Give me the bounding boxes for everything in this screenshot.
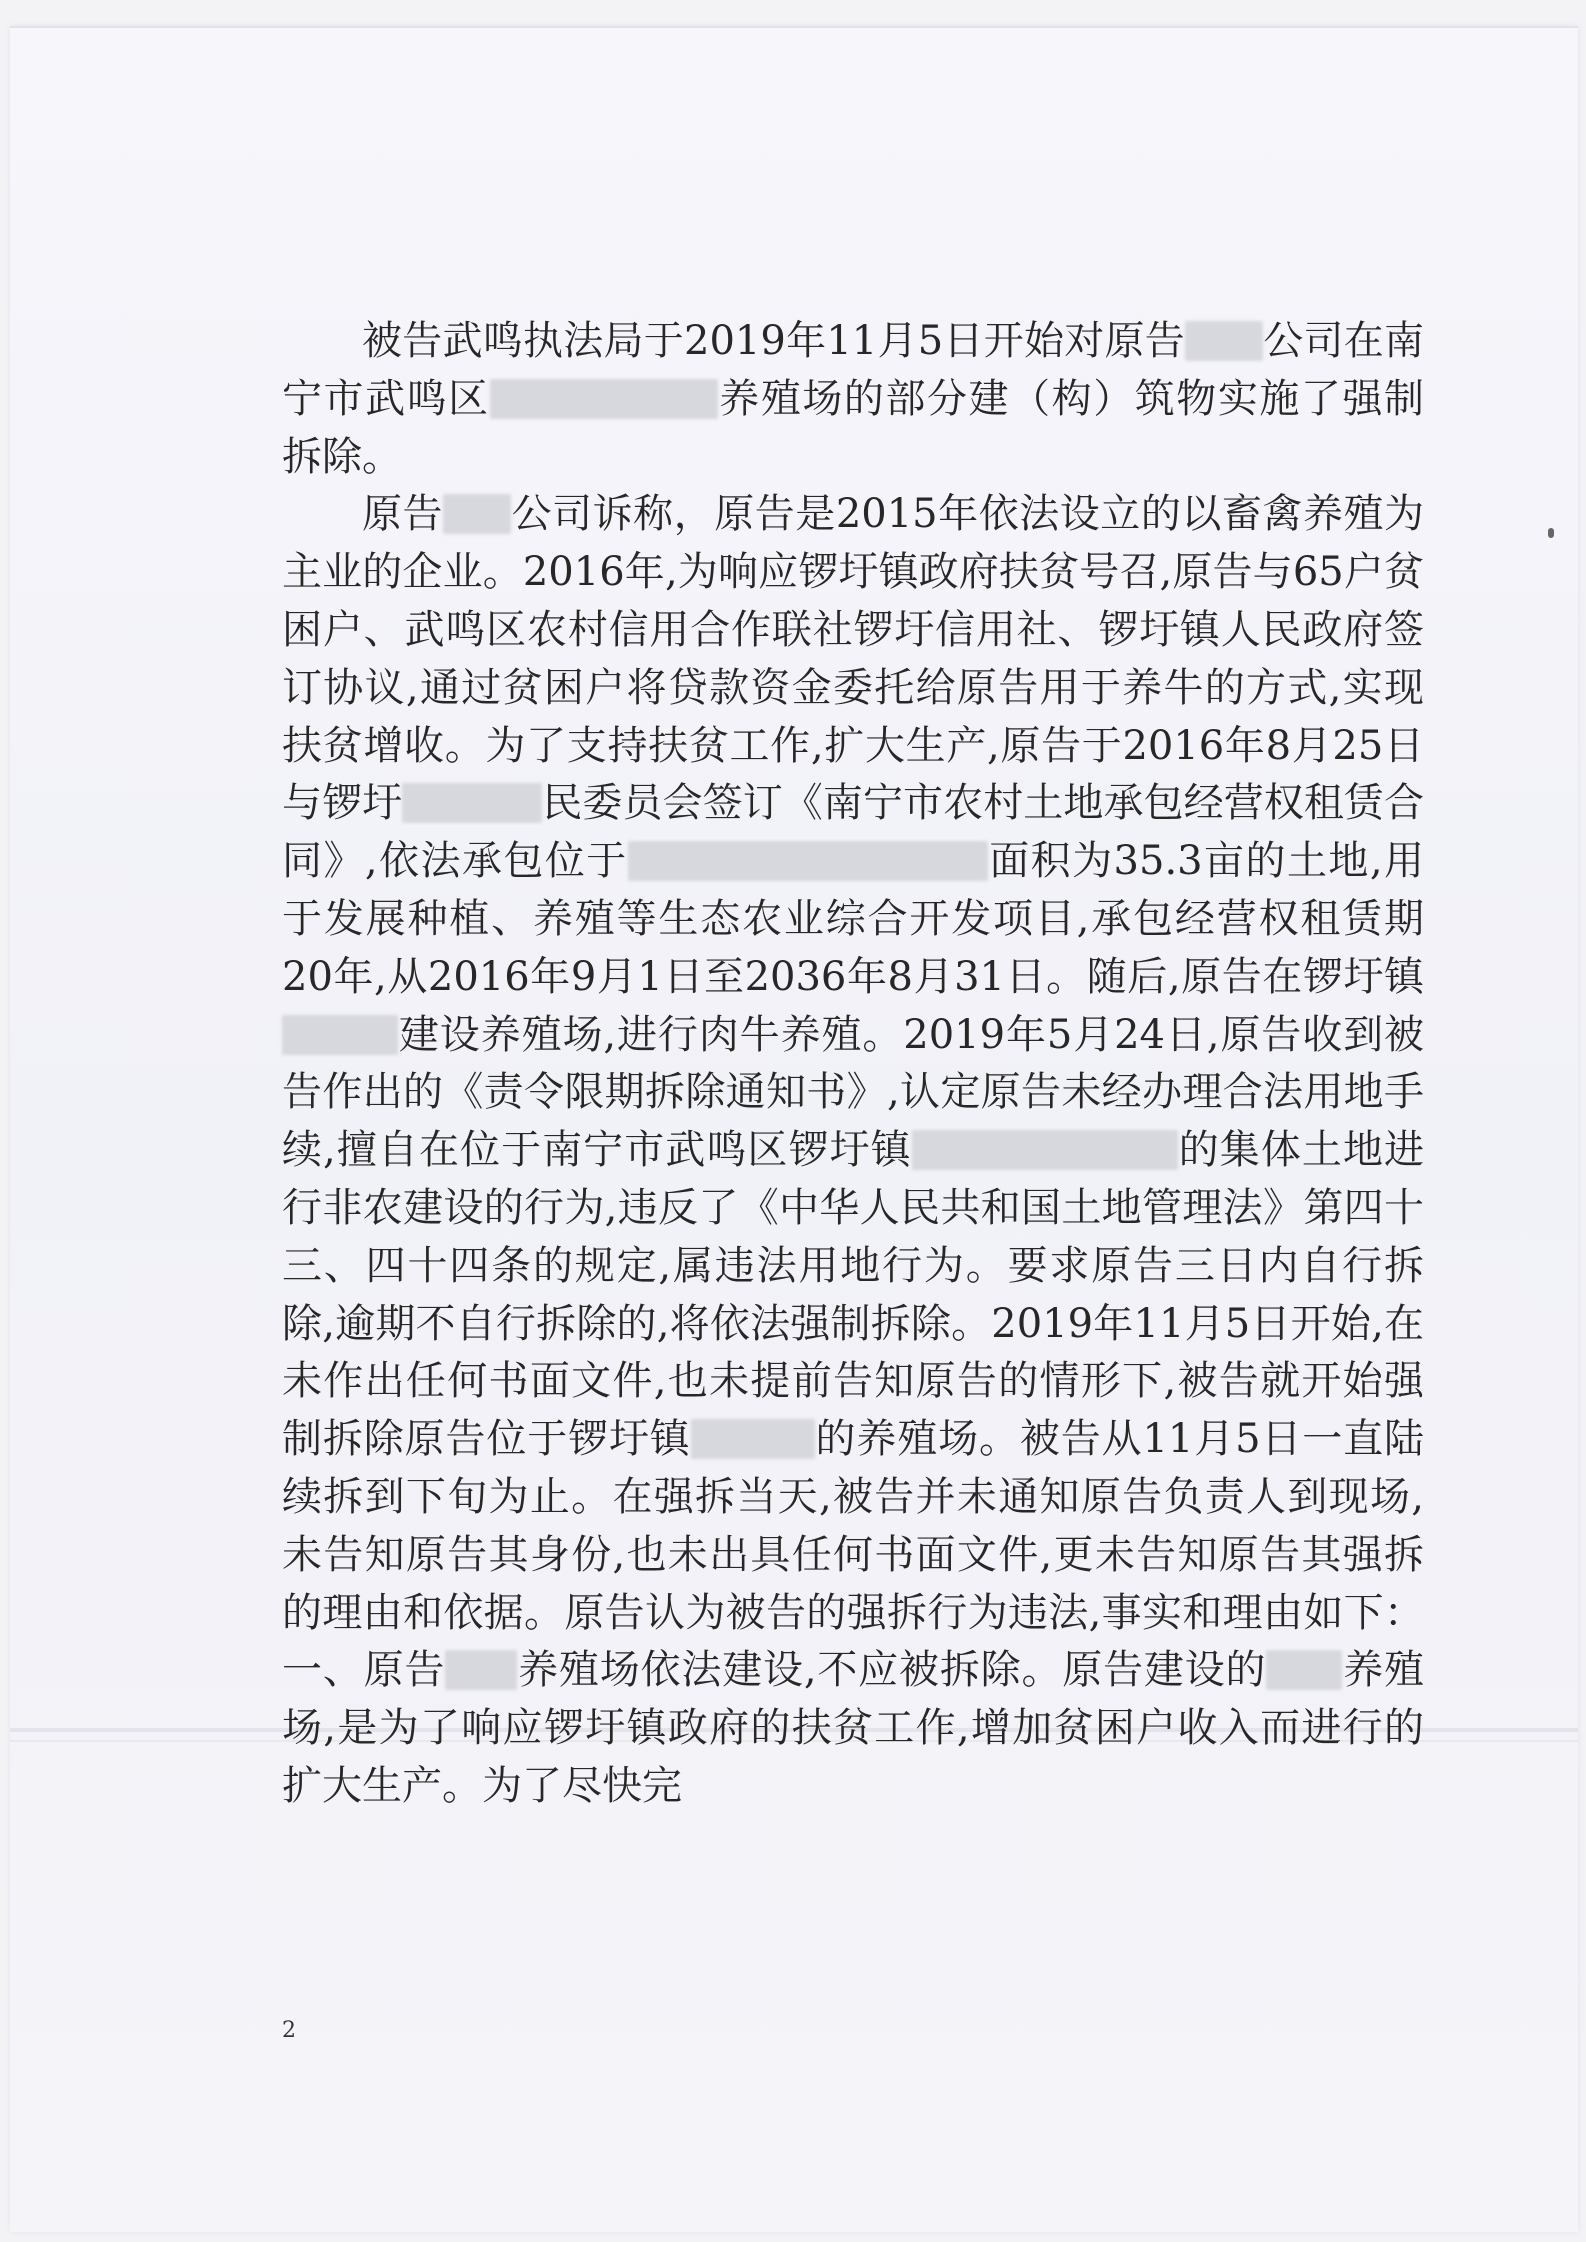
redaction-block [402, 783, 542, 823]
redaction-block [912, 1130, 1178, 1170]
redaction-block [1185, 321, 1263, 361]
paragraph [282, 486, 1424, 1815]
paragraph-text: 原告 [362, 491, 444, 538]
redaction-block [445, 1650, 517, 1690]
redaction-block [443, 494, 511, 534]
paragraph-text: 养殖场,是为了响应锣圩镇政府的扶贫工作,增加贫困户收入而进行的扩大生产。为了尽快完 [282, 1647, 1425, 1809]
redaction-block [490, 379, 718, 419]
paragraph-text: 民委员会签订《南宁市农村土地承包经营权租赁合同》,依法承包位于 [282, 780, 1425, 885]
paragraph-text: 公司诉称，原告是2015年依法设立的以畜禽养殖为主业的企业。2016年,为响应锣圩镇政府扶贫号召,原告与65户贫困户、武鸣区农村信用合作联社锣圩信用社、锣圩镇人民政府签订协议,通过贫困户将贷款资金委托给原告用于养牛的方式,实现扶贫增收。为了支持扶贫工作,扩大生产,原告于2016年8月25日与锣圩 [282, 491, 1425, 827]
document-body [282, 313, 1424, 1816]
paragraph-text: 的集体土地进行非农建设的行为,违反了《中华人民共和国土地管理法》第四十三、四十四条的规定,属违法用地行为。要求原告三日内自行拆除,逾期不自行拆除的,将依法强制拆除。2019年11月5日开始,在未作出任何书面文件,也未提前告知原告的情形下,被告就开始强制拆除原告位于锣圩镇 [282, 1127, 1425, 1463]
paragraph-text: 面积为35.3亩的土地,用于发展种植、养殖等生态农业综合开发项目,承包经营权租赁期20年,从2016年9月1日至2036年8月31日。随后,原告在锣圩镇 [282, 838, 1425, 1000]
paragraph-text: 的养殖场。被告从11月5日一直陆续拆到下旬为止。在强拆当天,被告并未通知原告负责人到现场,未告知原告其身份,也未出具任何书面文件,更未告知原告其强拆的理由和依据。原告认为被告的强拆行为违法,事实和理由如下：一、原告 [282, 1416, 1424, 1694]
paragraph-text: 养殖场的部分建（构）筑物实施了强制拆除。 [282, 375, 1425, 480]
document-page [10, 26, 1578, 2232]
paragraph-text: 被告武鸣执法局于2019年11月5日开始对原告 [362, 318, 1185, 364]
paragraph [282, 313, 1424, 486]
page-number: 2 [282, 2018, 296, 2043]
paragraph-text: 养殖场依法建设,不应被拆除。原告建设的 [517, 1647, 1267, 1694]
paragraph-text: 公司在南宁市武鸣区 [282, 318, 1425, 422]
redaction-block [628, 841, 988, 881]
redaction-block [1266, 1650, 1342, 1690]
scan-speck [1548, 528, 1554, 538]
paragraph-text: 建设养殖场,进行肉牛养殖。2019年5月24日,原告收到被告作出的《责令限期拆除通知书》,认定原告未经办理合法用地手续,擅自在位于南宁市武鸣区锣圩镇 [282, 1011, 1424, 1174]
redaction-block [691, 1419, 815, 1459]
redaction-block [282, 1015, 398, 1055]
